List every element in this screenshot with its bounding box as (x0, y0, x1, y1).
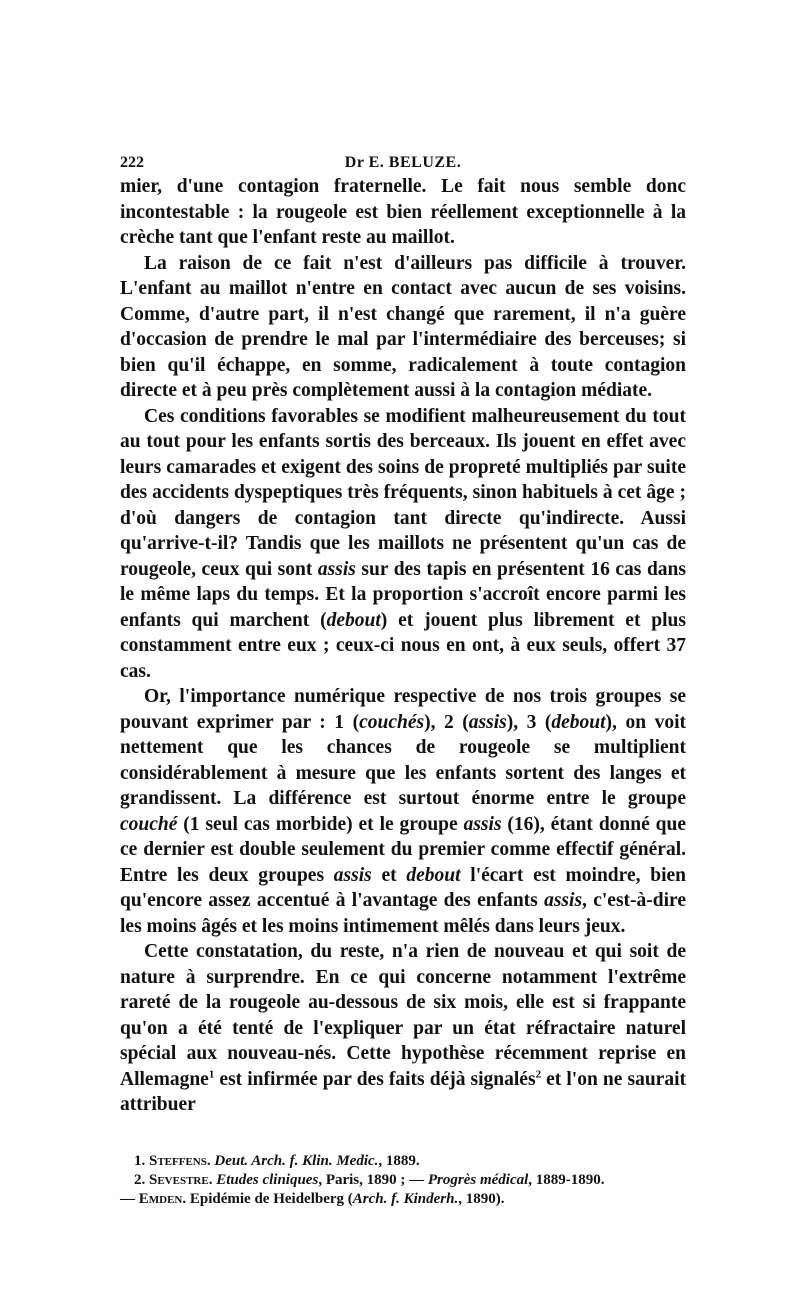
text-segment: et l'on ne saurait attribuer (120, 1068, 686, 1115)
text-segment: 2. (134, 1171, 149, 1188)
text-segment: ) et jouent plus librement et plus constamment entre eux ; ceux-ci nous en ont, à eux seuls, offert 37 cas. (120, 609, 686, 682)
text-segment: Ces conditions favorables se modifient malheureusement du tout au tout pour les enfants sortis des berceaux. Ils jouent en effet avec leurs camarades et exigent des soins de propreté multipliés par suite des accidents dyspeptiques très fréquents, sinon habituels à cet âge ; d'où dangers de contagion tant directe qu'indirecte. Aussi qu'arrive-t-il? Tandis que les maillots ne présentent qu'un cas de rougeole, ceux qui sont (120, 405, 686, 580)
text-segment: 1. (134, 1152, 149, 1169)
text-segment: Emden (138, 1190, 183, 1207)
italic-text: assis (463, 813, 502, 835)
footnote-ref: 2 (535, 1068, 542, 1080)
text-segment: et (371, 864, 407, 886)
paragraph (120, 939, 686, 1118)
footnote (120, 1171, 686, 1190)
text-segment: Or, l'importance numérique respective de nos trois groupes se pouvant exprimer par : 1 ( (120, 686, 686, 733)
text-segment: Sevestre (149, 1171, 209, 1188)
footnote (120, 1190, 686, 1209)
text-segment: . (206, 1152, 215, 1169)
text-segment: ), on voit nettement que les chances de rougeole se multiplient considérablement à mesure que les enfants sortent des langes et grandissent. La différence est surtout énorme entre le groupe (120, 711, 686, 809)
italic-text: assis (317, 558, 356, 580)
italic-text: couché (120, 813, 178, 835)
italic-text: debout (406, 864, 461, 886)
italic-text: Deut. Arch. f. Klin. Medic. (214, 1152, 379, 1169)
text-segment: , 1889. (378, 1152, 420, 1169)
paragraph (120, 251, 686, 404)
italic-text: Etudes cliniques (216, 1171, 319, 1188)
italic-text: assis (544, 890, 583, 911)
text-segment: est infirmée par des faits déjà signalés (214, 1068, 536, 1090)
text-segment: , c'est-à-dire les moins âgés et les moins intimement mêlés dans leurs jeux. (120, 890, 686, 937)
page-header (120, 148, 686, 174)
text-segment: — (120, 1190, 139, 1207)
italic-text: couchés (359, 711, 425, 733)
text-segment: ), 2 ( (424, 711, 469, 733)
text-segment: mier, d'une contagion fraternelle. Le fait nous semble donc incontestable : la rougeole est bien réellement exceptionnelle à la crèche tant que l'enfant reste au maillot. (120, 176, 686, 248)
italic-text: assis (468, 711, 507, 733)
text-segment: , Paris, 1890 ; — (318, 1171, 428, 1188)
text-segment: Steffens (149, 1152, 207, 1169)
text-segment: , 1889-1890. (528, 1171, 605, 1188)
text-segment: (16), étant donné que ce dernier est double seulement du premier comme effectif général. Entre les deux groupes (120, 813, 686, 886)
text-segment: sur des tapis en présentent 16 cas dans le même laps du temps. Et la proportion s'accroît encore parmi les enfants qui marchent ( (120, 558, 686, 631)
text-segment: l'écart est moindre, bien qu'encore assez accentué à l'avantage des enfants (120, 864, 686, 911)
body-text (120, 174, 686, 1118)
text-segment: La raison de ce fait n'est d'ailleurs pas difficile à trouver. L'enfant au maillot n'entre en contact avec aucun de ses voisins. Comme, d'autre part, il n'est changé que rarement, il n'a guère d'occasion de prendre le mal par l'intermédiaire des berceuses; si bien qu'il échappe, en somme, radicalement à toute contagion directe et à peu près complètement aussi à la contagion médiate. (120, 252, 686, 401)
footnote (120, 1152, 686, 1171)
text-segment: , 1890). (458, 1190, 505, 1207)
paragraph (120, 684, 686, 939)
footnote-ref: 1 (208, 1068, 215, 1080)
italic-text: Progrès médical (427, 1171, 529, 1188)
text-segment: . (208, 1171, 217, 1188)
text-segment: ), 3 ( (506, 711, 552, 733)
running-head: Dr E. BELUZE. (344, 154, 462, 171)
text-segment: . Epidémie de Heidelberg ( (182, 1190, 353, 1207)
footnotes (120, 1152, 686, 1209)
italic-text: debout (551, 711, 606, 733)
page-number: 222 (120, 154, 144, 171)
book-page (120, 148, 686, 1209)
italic-text: debout (326, 609, 381, 631)
text-segment: (1 seul cas morbide) et le groupe (177, 813, 464, 835)
paragraph (120, 174, 686, 251)
text-segment: Cette constatation, du reste, n'a rien de nouveau et qui soit de nature à surprendre. En ce qui concerne notamment l'extrême rareté de la rougeole au-dessous de six mois, elle est si frappante qu'on a été tenté de l'expliquer par un état réfractaire naturel spécial aux nouveau-nés. Cette hypothèse récemment reprise en Allemagne (120, 941, 686, 1090)
italic-text: assis (333, 864, 372, 886)
italic-text: Arch. f. Kinderh. (352, 1190, 459, 1207)
paragraph (120, 404, 686, 685)
